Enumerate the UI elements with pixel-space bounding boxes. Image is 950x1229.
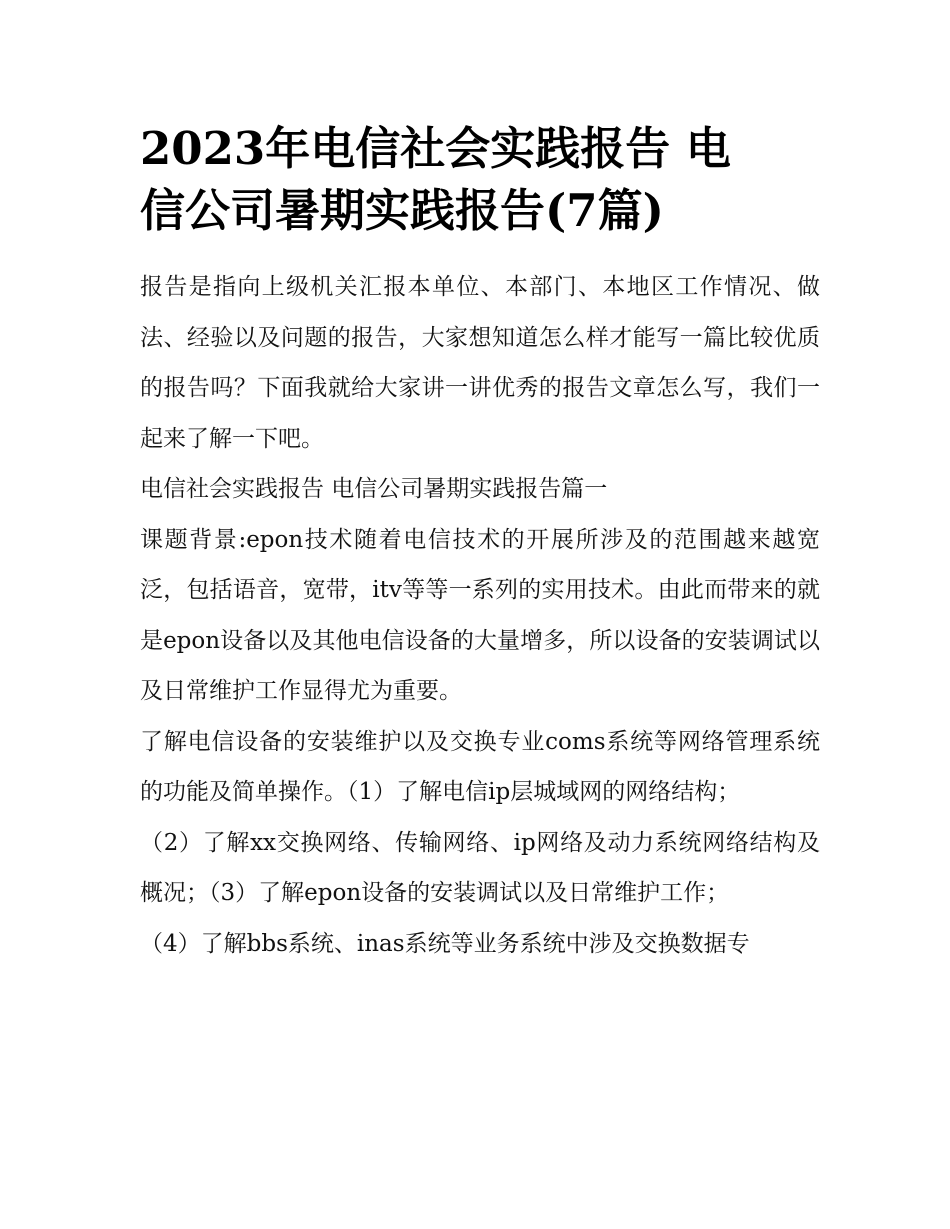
objective-paragraph-2: （2）了解xx交换网络、传输网络、ip网络及动力系统网络结构及概况；（3）了解epon设备的安装调试以及日常维护工作； bbox=[140, 829, 820, 906]
intro-paragraph: 报告是指向上级机关汇报本单位、本部门、本地区工作情况、做法、经验以及问题的报告，大家想知道怎么样才能写一篇比较优质的报告吗？下面我就给大家讲一讲优秀的报告文章怎么写，我们一起来了解一下吧。 bbox=[140, 274, 820, 452]
background-paragraph: 课题背景:epon技术随着电信技术的开展所涉及的范围越来越宽泛，包括语音，宽带，itv等等一系列的实用技术。由此而带来的就是epon设备以及其他电信设备的大量增多，所以设备的安装调试以及日常维护工作显得尤为重要。 bbox=[140, 526, 820, 704]
section-heading: 电信社会实践报告 电信公司暑期实践报告篇一 bbox=[140, 476, 608, 502]
document-title bbox=[140, 118, 820, 242]
title-line-2: 信公司暑期实践报告(7篇) bbox=[140, 184, 664, 237]
document-content bbox=[140, 118, 820, 969]
title-line-1: 2023年电信社会实践报告 电 bbox=[140, 122, 731, 175]
objective-paragraph-1: 了解电信设备的安装维护以及交换专业coms系统等网络管理系统的功能及简单操作。（1）了解电信ip层城域网的网络结构； bbox=[140, 728, 820, 805]
objective-paragraph-3: （4）了解bbs系统、inas系统等业务系统中涉及交换数据专 bbox=[140, 930, 750, 957]
